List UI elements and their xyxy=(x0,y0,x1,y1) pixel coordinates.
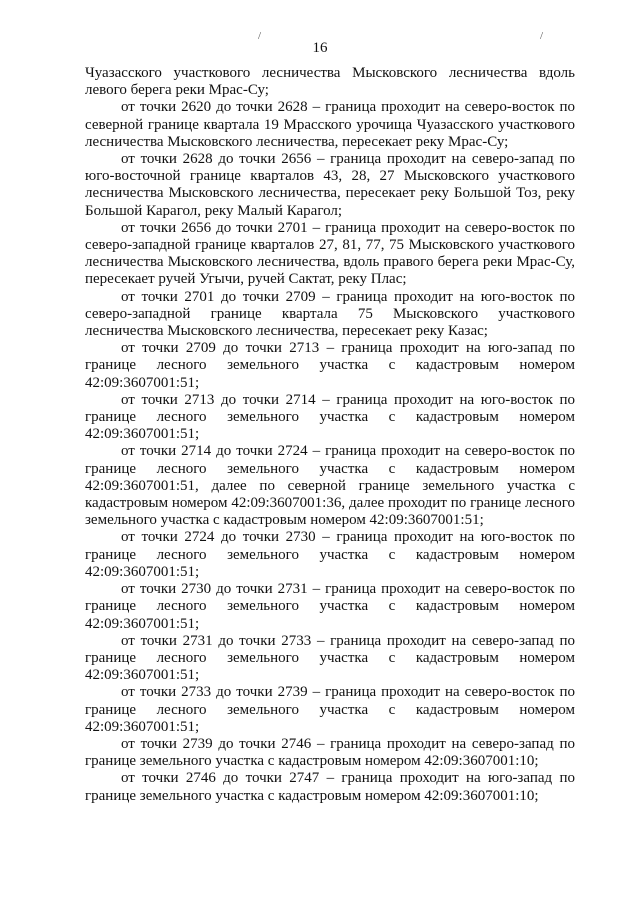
paragraph: от точки 2746 до точки 2747 – граница проходит на юго-запад по границе земельного участка с кадастровым номером 42:09:3607001:10; xyxy=(85,770,575,804)
paragraph: от точки 2620 до точки 2628 – граница проходит на северо-восток по северной границе квартала 19 Мрасского урочища Чуазасского участкового лесничества Мысковского лесничества, пересекает реку Мрас-Су; xyxy=(85,99,575,150)
paragraph: от точки 2709 до точки 2713 – граница проходит на юго-запад по границе лесного земельного участка с кадастровым номером 42:09:3607001:51; xyxy=(85,340,575,391)
paragraph: от точки 2731 до точки 2733 – граница проходит на северо-запад по границе лесного земельного участка с кадастровым номером 42:09:3607001:51; xyxy=(85,632,575,684)
paragraph: Чуазасского участкового лесничества Мысковского лесничества вдоль левого берега реки Мрас-Су; xyxy=(85,65,575,99)
paragraph: от точки 2656 до точки 2701 – граница проходит на северо-восток по северо-западной границе кварталов 27, 81, 77, 75 Мысковского участкового лесничества Мысковского лесничества, вдоль правого берега реки Мрас-Су, пересекает ручей Угычи, ручей Сактат, реку Плас; xyxy=(85,219,575,288)
paragraph: от точки 2724 до точки 2730 – граница проходит на юго-восток по границе лесного земельного участка с кадастровым номером 42:09:3607001:51; xyxy=(85,529,575,580)
paragraph: от точки 2628 до точки 2656 – граница проходит на северо-запад по юго-восточной границе кварталов 43, 28, 27 Мысковского участкового лесничества Мысковского лесничества, пересекает реку Большой Тоз, реку Большой Карагол, реку Малый Карагол; xyxy=(85,151,575,219)
paragraph: от точки 2739 до точки 2746 – граница проходит на северо-запад по границе земельного участка с кадастровым номером 42:09:3607001:10; xyxy=(85,735,575,770)
scan-mark: / xyxy=(258,30,262,42)
page-number: 16 xyxy=(312,40,328,56)
document-body xyxy=(85,65,575,805)
paragraph: от точки 2733 до точки 2739 – граница проходит на северо-восток по границе лесного земельного участка с кадастровым номером 42:09:3607001:51; xyxy=(85,684,575,735)
paragraph: от точки 2701 до точки 2709 – граница проходит на юго-восток по северо-западной границе квартала 75 Мысковского участкового лесничества Мысковского лесничества, пересекает реку Казас; xyxy=(85,288,575,340)
paragraph: от точки 2730 до точки 2731 – граница проходит на северо-восток по границе лесного земельного участка с кадастровым номером 42:09:3607001:51; xyxy=(85,581,575,632)
scan-mark: / xyxy=(540,30,544,42)
paragraph: от точки 2713 до точки 2714 – граница проходит на юго-восток по границе лесного земельного участка с кадастровым номером 42:09:3607001:51; xyxy=(85,391,575,443)
paragraph: от точки 2714 до точки 2724 – граница проходит на северо-восток по границе лесного земельного участка с кадастровым номером 42:09:3607001:51, далее по северной границе земельного участка с кадастровым номером 42:09:3607001:36, далее проходит по границе лесного земельного участка с кадастровым номером 42:09:3607001:51; xyxy=(85,443,575,529)
